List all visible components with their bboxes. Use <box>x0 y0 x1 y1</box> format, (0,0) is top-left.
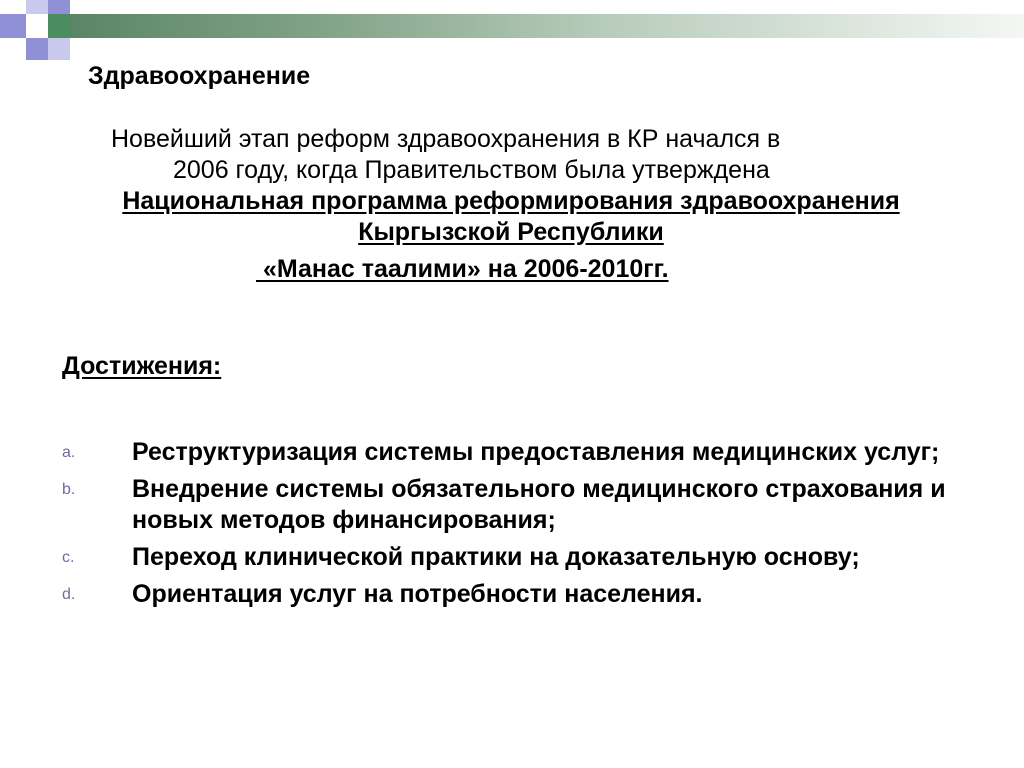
program-subtitle: «Манас таалими» на 2006-2010гг. <box>256 255 669 283</box>
intro-paragraph <box>111 124 971 285</box>
header-gradient-band <box>0 14 1024 38</box>
list-item-text: Внедрение системы обязательного медицинского страхования и новых методов финансирования; <box>132 475 946 534</box>
list-item <box>62 437 982 468</box>
decor-square <box>26 38 48 60</box>
slide-title: Здравоохранение <box>88 62 311 90</box>
intro-line-1: Новейший этап реформ здравоохранения в КР начался в <box>111 125 781 153</box>
decor-square <box>0 14 26 38</box>
list-marker: a. <box>62 444 76 461</box>
list-item-text: Реструктуризация системы предоставления медицинских услуг; <box>132 438 940 466</box>
list-marker: d. <box>62 586 76 603</box>
decor-square <box>48 0 70 14</box>
achievements-list <box>62 437 982 616</box>
decor-square <box>48 38 70 60</box>
list-item <box>62 474 982 536</box>
list-item-text: Ориентация услуг на потребности населения. <box>132 580 703 608</box>
achievements-heading: Достижения: <box>62 352 222 380</box>
list-item <box>62 542 982 573</box>
list-item-text: Переход клинической практики на доказательную основу; <box>132 543 860 571</box>
list-item <box>62 579 982 610</box>
decor-square <box>26 0 48 14</box>
decor-square <box>26 14 48 38</box>
intro-line-2: 2006 году, когда Правительством была утверждена <box>173 156 770 184</box>
program-name: Национальная программа реформирования здравоохранения Кыргызской Республики <box>122 187 900 246</box>
list-marker: c. <box>62 549 75 566</box>
list-marker: b. <box>62 481 76 498</box>
decor-square <box>48 14 70 38</box>
